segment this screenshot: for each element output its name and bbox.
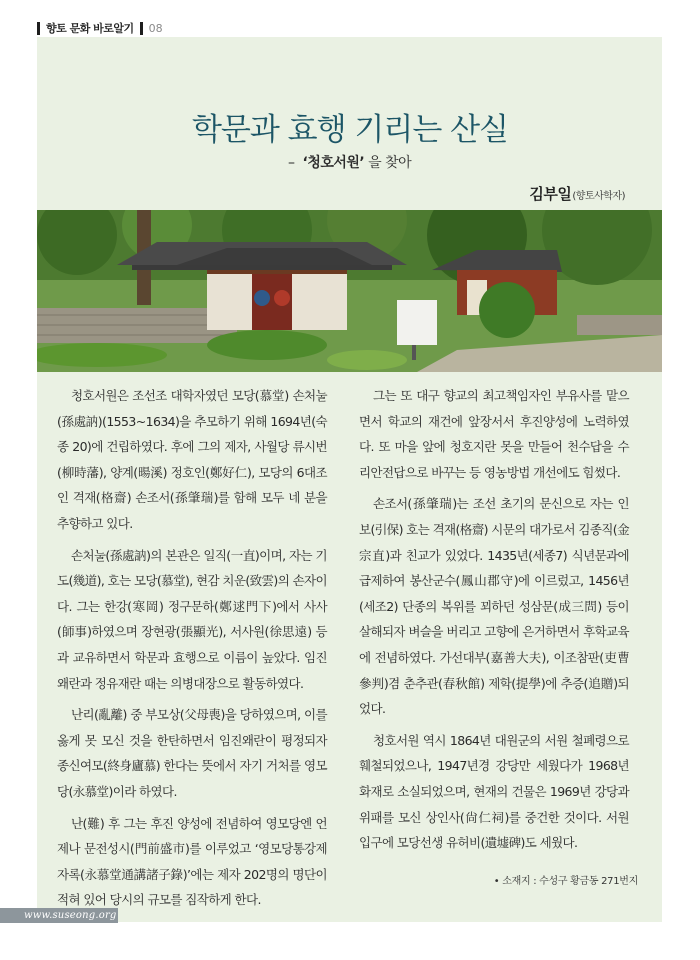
article-title: 학문과 효행 기리는 산실 — [191, 112, 509, 148]
location-note: • 소재지 : 수성구 황금동 271번지 — [493, 876, 638, 887]
subtitle-rest: 을 찾아 — [364, 155, 412, 171]
author-name: 김부일 — [529, 185, 572, 203]
left-column — [57, 383, 327, 919]
page-number: 08 — [148, 21, 163, 35]
subtitle-main: ‘청호서원’ — [302, 155, 365, 171]
page-header — [37, 20, 163, 36]
left-paragraph-2: 손처눌(孫處訥)의 본관은 일직(一直)이며, 자는 기도(幾道), 호는 모당(慕堂), 현감 치운(致雲)의 손자이다. 그는 한강(寒岡) 정구문하(鄭逑門下)에서 사사(師事)하였으며 장현광(張顯光), 서사원(徐思遠) 등과 교유하면서 학문과 효행으로 이름이 높았다. 임진왜란과 정유재란 때는 의병대장으로 활동하였다. — [57, 547, 327, 691]
footer-url-link[interactable]: www.suseong.org — [0, 908, 118, 923]
shrine-photo — [37, 210, 662, 372]
right-column — [359, 383, 629, 862]
article-subtitle — [288, 152, 411, 172]
author-role: (향토사학자) — [572, 191, 625, 202]
section-title: 향토 문화 바로알기 — [46, 22, 134, 35]
left-paragraph-3: 난리(亂離) 중 부모상(父母喪)을 당하였으며, 이를 옳게 못 모신 것을 한탄하면서 임진왜란이 평정되자 종신여모(終身廬慕) 한다는 뜻에서 자기 거처를 영모당(永慕堂)이라 하였다. — [57, 707, 327, 799]
left-paragraph-1: 청호서원은 조선조 대학자였던 모당(慕堂) 손처눌(孫處訥)(1553~1634)을 추모하기 위해 1694년(숙종 20)에 건립하였다. 후에 그의 제자, 사월당 류시번(柳時藩), 양계(暘溪) 정호인(鄭好仁), 모당의 6대조인 격재(格齋) 손조서(孫肇瑞)를 함해 모두 네 분을 추향하고 있다. — [57, 388, 327, 531]
subtitle-dash: – — [288, 155, 295, 171]
author-byline — [529, 183, 625, 204]
header-bar-right — [140, 22, 143, 35]
right-paragraph-2: 손조서(孫肇瑞)는 조선 초기의 문신으로 자는 인보(引保) 호는 격재(格齋) 시문의 대가로서 김종직(金宗直)과 친교가 있었다. 1435년(세종7) 식년문과에 급제하여 봉산군수(鳳山郡守)에 이르렀고, 1456년(세조2) 단종의 복위를 꾀하던 성삼문(成三問) 등이 살해되자 벼슬을 버리고 고향에 은거하면서 후학교육에 전념하였다. 가선대부(嘉善大夫), 이조참판(吏曹參判)겸 춘추관(春秋館) 제학(提學)에 추증(追贈)되었다. — [359, 496, 629, 717]
left-paragraph-4: 난(難) 후 그는 후진 양성에 전념하여 영모당엔 언제나 문전성시(門前盛市)를 이루었고 ‘영모당통강제자록(永慕堂通講諸子錄)’에는 제자 202명의 명단이 적혀 있어 당시의 규모를 짐작하게 한다. — [57, 815, 327, 908]
right-paragraph-3: 청호서원 역시 1864년 대원군의 서원 철폐령으로 훼철되었으나, 1947년경 강당만 세웠다가 1968년 화재로 소실되었으며, 현재의 건물은 1969년 강당과 위패를 모신 상인사(尙仁祠)를 중건한 것이다. 서원 입구에 모당선생 유허비(遺墟碑)도 세웠다. — [359, 732, 629, 851]
shrine-photo-illustration — [37, 210, 662, 372]
header-bar-left — [37, 22, 40, 35]
right-paragraph-1: 그는 또 대구 향교의 최고책임자인 부유사를 맡으면서 학교의 재건에 앞장서서 후진양성에 노력하였다. 또 마을 앞에 청호지란 못을 만들어 천수답을 수리안전답으로 바꾸는 등 영농방법 개선에도 힘썼다. — [359, 388, 629, 480]
